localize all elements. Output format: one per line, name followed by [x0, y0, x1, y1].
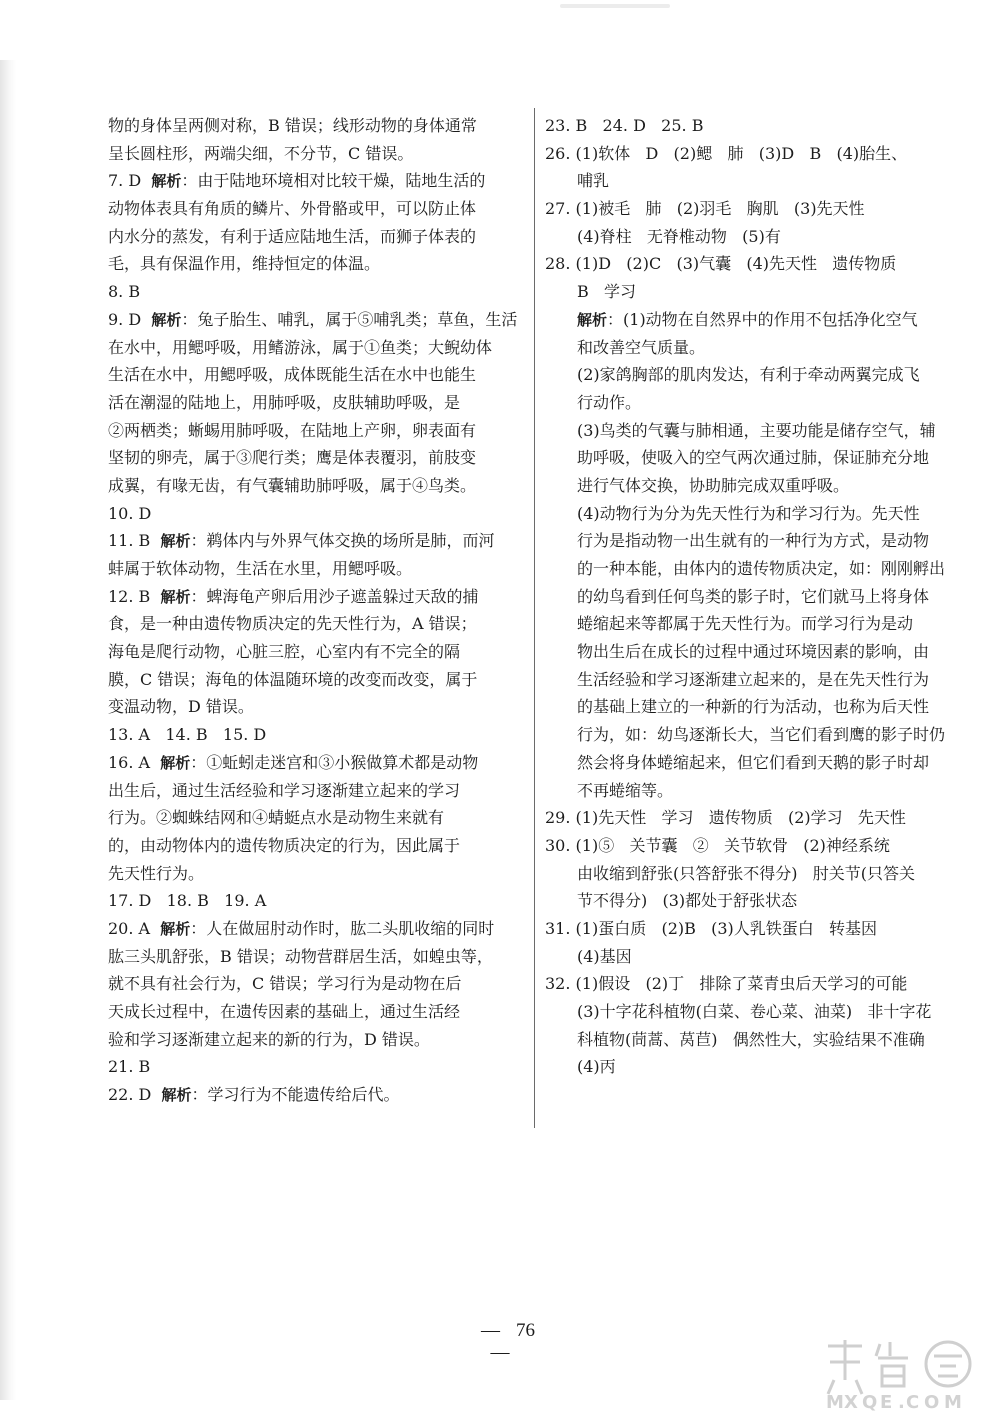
answer-line	[545, 223, 970, 251]
answer-text: 物出生后在成长的过程中通过环境因素的影响，由	[577, 642, 930, 662]
answer-text: 13. A 14. B 15. D	[108, 725, 267, 745]
answer-text: 海龟是爬行动物，心脏三腔，心室内有不完全的隔	[108, 642, 461, 662]
svg-text:C: C	[906, 1392, 920, 1412]
answer-line	[545, 998, 970, 1026]
answer-text: 助呼吸，使吸入的空气两次通过肺，保证肺充分地	[577, 448, 930, 468]
answer-line	[545, 195, 970, 223]
answer-text: 然会将身体蜷缩起来，但它们看到天鹅的影子时却	[577, 752, 930, 772]
answer-line	[108, 417, 525, 445]
answer-line	[545, 610, 970, 638]
answer-text: 蚌属于软体动物，生活在水里，用鳃呼吸。	[108, 559, 413, 578]
answer-text: (4)脊柱 无脊椎动物 (5)有	[577, 226, 781, 246]
answer-text: 行为，如：幼鸟逐渐长大，当它们看到鹰的影子时仍	[577, 725, 946, 745]
answer-line	[108, 472, 525, 500]
answer-line	[108, 583, 525, 611]
page-number-dash: —	[481, 1320, 500, 1341]
answer-line	[545, 472, 970, 500]
answer-line	[108, 527, 525, 555]
svg-text:M: M	[944, 1392, 962, 1412]
answer-text: 由收缩到舒张(只答舒张不得分) 肘关节(只答关	[577, 863, 915, 883]
answer-text: ：蜱海龟产卵后用沙子遮盖躲过天敌的捕	[190, 586, 479, 606]
answer-text: 出生后，通过生活经验和学习逐渐建立起来的学习	[108, 780, 461, 800]
answer-line	[545, 278, 970, 306]
answer-line	[108, 1026, 525, 1054]
answer-text: (2)家鸽胸部的肌肉发达，有利于牵动两翼完成飞	[577, 365, 920, 385]
answer-line	[108, 167, 525, 195]
answer-line	[108, 610, 525, 638]
answer-text: 的一种本能，由体内的遗传物质决定，如：刚刚孵出	[577, 559, 946, 578]
answer-line	[108, 140, 525, 168]
answer-line	[545, 444, 970, 472]
page-number-value: 76	[516, 1320, 535, 1341]
svg-text:.: .	[898, 1392, 905, 1412]
answer-line	[108, 666, 525, 694]
answer-line	[545, 250, 970, 278]
answer-line	[545, 417, 970, 445]
answer-text: 23. B 24. D 25. B	[545, 116, 704, 135]
answer-text: 哺乳	[577, 171, 610, 191]
answer-line	[545, 943, 970, 971]
answer-text: 动物体表具有角质的鳞片、外骨骼或甲，可以防止体	[108, 199, 477, 219]
answer-text: 在水中，用鳃呼吸，用鳍游泳，属于①鱼类；大鲵幼体	[108, 337, 493, 357]
page-number-dash: —	[490, 1342, 510, 1363]
answer-line	[545, 860, 970, 888]
answer-text: 进行气体交换，协助肺完成双重呼吸。	[577, 475, 850, 495]
answer-text: 蜷缩起来等都属于先天性行为。而学习行为是动	[577, 614, 914, 634]
answer-text: 7. D	[108, 171, 152, 191]
answer-text: 行为是指动物一出生就有的一种行为方式，是动物	[577, 531, 930, 551]
answer-line	[108, 693, 525, 721]
answer-line	[545, 140, 970, 168]
watermark-logo	[820, 1336, 986, 1412]
answer-line	[108, 860, 525, 888]
answer-text: 27. (1)被毛 肺 (2)羽毛 胸肌 (3)先天性	[545, 199, 865, 219]
answer-text: (3)鸟类的气囊与肺相通，主要功能是储存空气，辅	[577, 420, 936, 440]
analysis-label: 解析	[151, 172, 182, 191]
answer-text: 的幼鸟看到任何鸟类的影子时，它们就马上将身体	[577, 586, 930, 606]
answer-text: ：人在做屈肘动作时，肱二头肌收缩的同时	[190, 918, 495, 938]
answer-line	[545, 555, 970, 583]
answer-text: 29. (1)先天性 学习 遗传物质 (2)学习 先天性	[545, 808, 906, 828]
answer-text: ：鹈体内与外界气体交换的场所是肺，而河	[190, 531, 495, 551]
answer-line	[108, 195, 525, 223]
analysis-label: 解析	[161, 1086, 192, 1105]
answer-line	[545, 777, 970, 805]
left-answer-column	[108, 112, 525, 1109]
answer-text: 26. (1)软体 D (2)鳃 肺 (3)D B (4)胎生、	[545, 143, 908, 163]
answer-line	[545, 167, 970, 195]
answer-line	[108, 444, 525, 472]
answer-line	[108, 721, 525, 749]
answer-line	[545, 970, 970, 998]
answer-text: 物的身体呈两侧对称，B 错误；线形动物的身体通常	[108, 116, 477, 135]
analysis-label: 解析	[160, 753, 191, 772]
analysis-label: 解析	[160, 919, 191, 938]
answer-text: 变温动物，D 错误。	[108, 697, 254, 717]
answer-text: 就不具有社会行为，C 错误；学习行为是动物在后	[108, 974, 462, 994]
answer-text: 的，由动物体内的遗传物质决定的行为，因此属于	[108, 835, 461, 855]
answer-text: (4)丙	[577, 1057, 616, 1077]
analysis-label: 解析	[577, 310, 608, 329]
answer-text: 生活经验和学习逐渐建立起来的，是在先天性行为	[577, 669, 930, 689]
answer-text: 30. (1)⑤ 关节囊 ② 关节软骨 (2)神经系统	[545, 835, 890, 855]
answer-line	[545, 583, 970, 611]
answer-line	[545, 361, 970, 389]
right-answer-column	[545, 112, 970, 1081]
answer-text: 21. B	[108, 1057, 151, 1077]
answer-text: 9. D	[108, 309, 152, 329]
answer-text: 17. D 18. B 19. A	[108, 891, 267, 911]
answer-text: 不再蜷缩等。	[577, 780, 674, 800]
answer-text: 12. B	[108, 586, 161, 606]
answer-text: 呈长圆柱形，两端尖细，不分节，C 错误。	[108, 143, 414, 163]
answer-line	[545, 832, 970, 860]
answer-line	[108, 638, 525, 666]
answer-text: (4)动物行为分为先天性行为和学习行为。先天性	[577, 503, 920, 523]
answer-text: 的基础上建立的一种新的行为活动，也称为后天性	[577, 697, 930, 717]
answer-line	[545, 887, 970, 915]
answer-text: 10. D	[108, 503, 152, 523]
answer-text: 11. B	[108, 531, 161, 551]
analysis-label: 解析	[160, 532, 191, 551]
answer-line	[108, 915, 525, 943]
answer-line	[545, 1026, 970, 1054]
answer-text: 成翼，有喙无齿，有气囊辅助肺呼吸，属于④鸟类。	[108, 475, 477, 495]
answer-text: 22. D	[108, 1085, 162, 1105]
answer-line	[108, 555, 525, 583]
answer-text: ：学习行为不能遗传给后代。	[191, 1085, 400, 1105]
answer-line	[108, 306, 525, 334]
answer-line	[545, 693, 970, 721]
answer-line	[545, 500, 970, 528]
answer-text: ②两栖类；蜥蜴用肺呼吸，在陆地上产卵，卵表面有	[108, 420, 477, 440]
answer-text: (3)十字花科植物(白菜、卷心菜、油菜) 非十字花	[577, 1002, 932, 1021]
answer-text: 科植物(茼蒿、莴苣) 偶然性大，实验结果不准确	[577, 1029, 925, 1049]
answer-text: 肱三头肌舒张，B 错误；动物营群居生活，如蝗虫等，	[108, 946, 493, 966]
answer-text: 和改善空气质量。	[577, 337, 706, 357]
svg-text:Q: Q	[862, 1392, 878, 1412]
answer-text: 8. B	[108, 282, 141, 302]
answer-line	[545, 666, 970, 694]
answer-text: ：由于陆地环境相对比较干燥，陆地生活的	[181, 171, 486, 191]
answer-line	[108, 223, 525, 251]
svg-text:E: E	[880, 1392, 893, 1412]
answer-line	[545, 721, 970, 749]
answer-text: 生活在水中，用鳃呼吸，成体既能生活在水中也能生	[108, 365, 477, 385]
answer-line	[108, 500, 525, 528]
answer-line	[545, 334, 970, 362]
answer-line	[545, 638, 970, 666]
answer-line	[108, 777, 525, 805]
analysis-label: 解析	[160, 587, 191, 606]
answer-text: 28. (1)D (2)C (3)气囊 (4)先天性 遗传物质	[545, 254, 897, 274]
answer-text: 节不得分) (3)都处于舒张状态	[577, 891, 798, 911]
watermark-logo-graphic	[820, 1336, 986, 1412]
scan-smudge	[560, 4, 670, 8]
answer-line	[108, 1081, 525, 1109]
analysis-label: 解析	[151, 310, 182, 329]
answer-line	[545, 749, 970, 777]
answer-text: 食，是一种由遗传物质决定的先天性行为，A 错误；	[108, 614, 477, 634]
svg-text:O: O	[924, 1392, 940, 1412]
answer-line	[108, 334, 525, 362]
answer-text: 天成长过程中，在遗传因素的基础上，通过生活经	[108, 1002, 461, 1021]
answer-text: 活在潮湿的陆地上，用肺呼吸，皮肤辅助呼吸，是	[108, 392, 461, 412]
answer-text: B 学习	[577, 282, 637, 302]
answer-line	[545, 1053, 970, 1081]
answer-text: 行动作。	[577, 392, 642, 412]
answer-line	[108, 250, 525, 278]
answer-line	[108, 970, 525, 998]
answer-line	[108, 389, 525, 417]
answer-text: 32. (1)假设 (2)丁 排除了菜青虫后天学习的可能	[545, 974, 908, 994]
answer-text: (4)基因	[577, 946, 632, 966]
answer-line	[108, 887, 525, 915]
answer-line	[545, 804, 970, 832]
answer-text: ：①蚯蚓走迷宫和③小猴做算术都是动物	[190, 752, 479, 772]
answer-text: 毛，具有保温作用，维持恒定的体温。	[108, 254, 381, 274]
answer-line	[108, 749, 525, 777]
answer-line	[108, 998, 525, 1026]
answer-line	[108, 112, 525, 140]
scan-edge-shadow	[0, 60, 16, 1400]
answer-text: ：(1)动物在自然界中的作用不包括净化空气	[607, 309, 918, 329]
answer-line	[545, 389, 970, 417]
svg-text:X: X	[844, 1392, 858, 1412]
answer-text: 膜，C 错误；海龟的体温随环境的改变而改变，属于	[108, 669, 478, 689]
answer-line	[108, 943, 525, 971]
answer-text: ：兔子胎生、哺乳，属于⑤哺乳类；草鱼，生活	[181, 309, 518, 329]
answer-text: 行为。②蜘蛛结网和④蜻蜓点水是动物生来就有	[108, 808, 445, 828]
answer-line	[108, 832, 525, 860]
answer-text: 16. A	[108, 752, 161, 772]
answer-line	[545, 306, 970, 334]
answer-line	[108, 1053, 525, 1081]
answer-line	[108, 804, 525, 832]
answer-text: 先天性行为。	[108, 863, 205, 883]
answer-line	[545, 527, 970, 555]
answer-line	[545, 112, 970, 140]
answer-text: 31. (1)蛋白质 (2)B (3)人乳铁蛋白 转基因	[545, 918, 878, 938]
page-number	[440, 1320, 560, 1364]
answer-line	[108, 278, 525, 306]
svg-text:M: M	[826, 1392, 844, 1412]
answer-line	[545, 915, 970, 943]
answer-text: 内水分的蒸发，有利于适应陆地生活，而狮子体表的	[108, 226, 477, 246]
answer-line	[108, 361, 525, 389]
answer-text: 20. A	[108, 918, 161, 938]
answer-text: 验和学习逐渐建立起来的新的行为，D 错误。	[108, 1029, 430, 1049]
column-divider	[534, 108, 535, 1128]
answer-text: 坚韧的卵壳，属于③爬行类；鹰是体表覆羽，前肢变	[108, 448, 477, 468]
